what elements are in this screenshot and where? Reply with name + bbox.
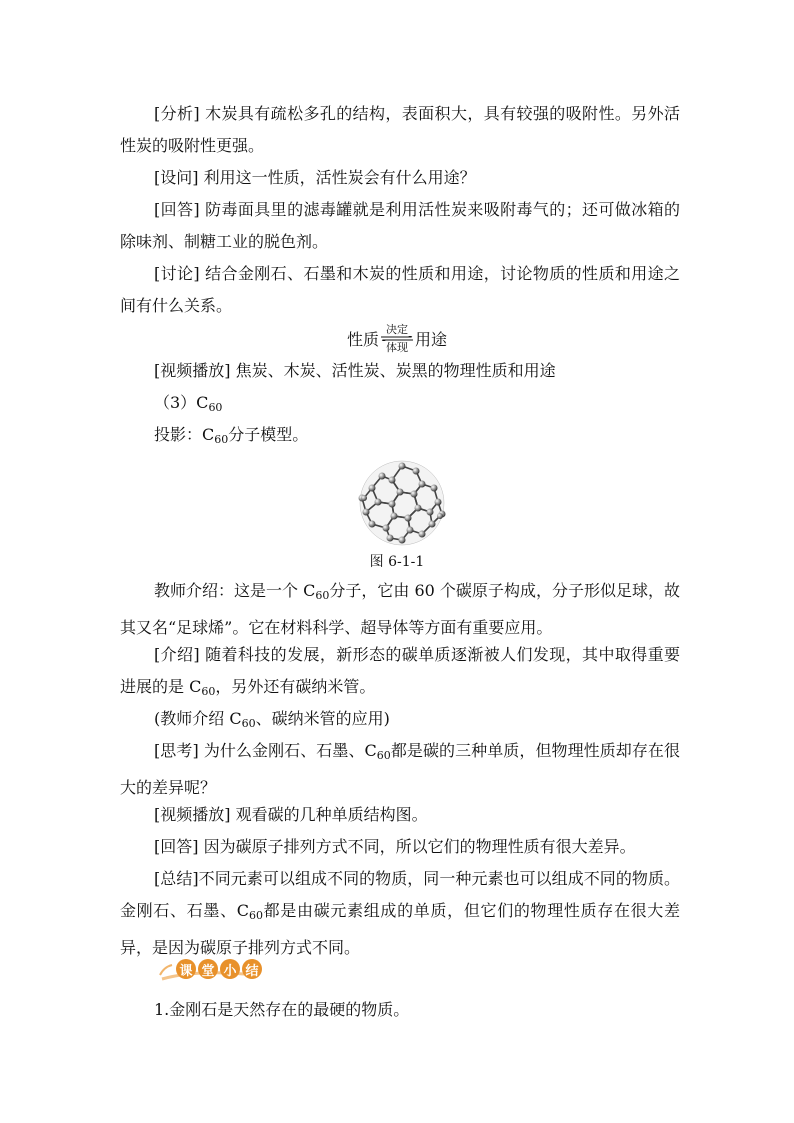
formula-arrows	[381, 323, 413, 354]
paragraph-question: [设问] 利用这一性质，活性炭会有什么用途？	[154, 168, 476, 187]
paragraph-point-1: 1.金刚石是天然存在的最硬的物质。	[154, 1000, 410, 1019]
summary-post: 都是由碳元素组成的单质，但它们的物理性质存在很大差异，是因为碳原子排列方式不同。	[120, 901, 680, 957]
introduction-post: ，另外还有碳纳米管。	[215, 677, 376, 696]
formula-right: 用途	[415, 329, 448, 349]
badge-char-4: 结	[242, 959, 262, 979]
teacher-intro-pre: 教师介绍：这是一个 C	[154, 581, 316, 600]
badge-char-1: 课	[176, 959, 196, 979]
paragraph-discussion: [讨论] 结合金刚石、石墨和木炭的性质和用途，讨论物质的性质和用途之间有什么关系。	[120, 264, 680, 315]
figure-caption: 图 6-1-1	[369, 554, 425, 570]
formula-left: 性质	[346, 329, 379, 349]
teacher-application-post: 、碳纳米管的应用)	[255, 709, 390, 728]
c60-heading-text: （3）C	[154, 393, 209, 412]
paragraph-answer-2: [回答] 因为碳原子排列方式不同，所以它们的物理性质有很大差异。	[154, 837, 636, 856]
introduction-sub: 60	[201, 685, 216, 698]
paragraph-video-1: [视频播放] 焦炭、木炭、活性炭、炭黑的物理性质和用途	[154, 361, 556, 380]
badge-text	[176, 959, 262, 979]
think-sub: 60	[376, 749, 391, 762]
projection-post: 分子模型。	[228, 425, 309, 444]
paragraph-think	[120, 735, 680, 804]
teacher-application-sub: 60	[241, 717, 256, 730]
introduction-pre: [介绍] 随着科技的发展，新形态的碳单质逐渐被人们发现，其中取得重要进展的是 C	[120, 645, 680, 696]
teacher-application-pre: (教师介绍 C	[154, 709, 242, 728]
paragraph-summary	[120, 863, 680, 964]
badge-char-2: 堂	[198, 959, 218, 979]
c60-heading-sub: 60	[208, 401, 223, 414]
property-use-formula	[0, 318, 794, 358]
paragraph-teacher-intro	[120, 575, 680, 644]
paragraph-projection	[120, 419, 680, 456]
projection-sub: 60	[214, 433, 229, 446]
lesson-summary-badge	[158, 955, 258, 985]
paragraph-analysis: [分析] 木炭具有疏松多孔的结构，表面积大，具有较强的吸附性。另外活性炭的吸附性更强。	[120, 104, 680, 155]
think-post: 都是碳的三种单质，但物理性质却存在很大的差异呢？	[120, 741, 680, 797]
teacher-intro-post: 分子，它由 60 个碳原子构成，分子形似足球，故其又名“足球烯”。它在材料科学、超导体等方面有重要应用。	[120, 581, 680, 637]
paragraph-video-2: [视频播放] 观看碳的几种单质结构图。	[154, 805, 428, 824]
paragraph-answer: [回答] 防毒面具里的滤毒罐就是利用活性炭来吸附毒气的；还可做冰箱的除味剂、制糖工业的脱色剂。	[120, 200, 680, 251]
summary-sub: 60	[249, 909, 263, 922]
think-pre: [思考] 为什么金刚石、石墨、C	[154, 741, 377, 760]
c60-molecule-image	[352, 458, 452, 548]
paragraph-introduction	[120, 639, 680, 708]
teacher-intro-sub: 60	[315, 589, 330, 602]
formula-bottom-label: 体现	[386, 340, 408, 354]
projection-pre: 投影：C	[154, 425, 215, 444]
badge-char-3: 小	[220, 959, 240, 979]
formula-top-label: 决定	[386, 322, 408, 336]
summary-pre: [总结]不同元素可以组成不同的物质，同一种元素也可以组成不同的物质。金刚石、石墨、C	[120, 869, 680, 920]
